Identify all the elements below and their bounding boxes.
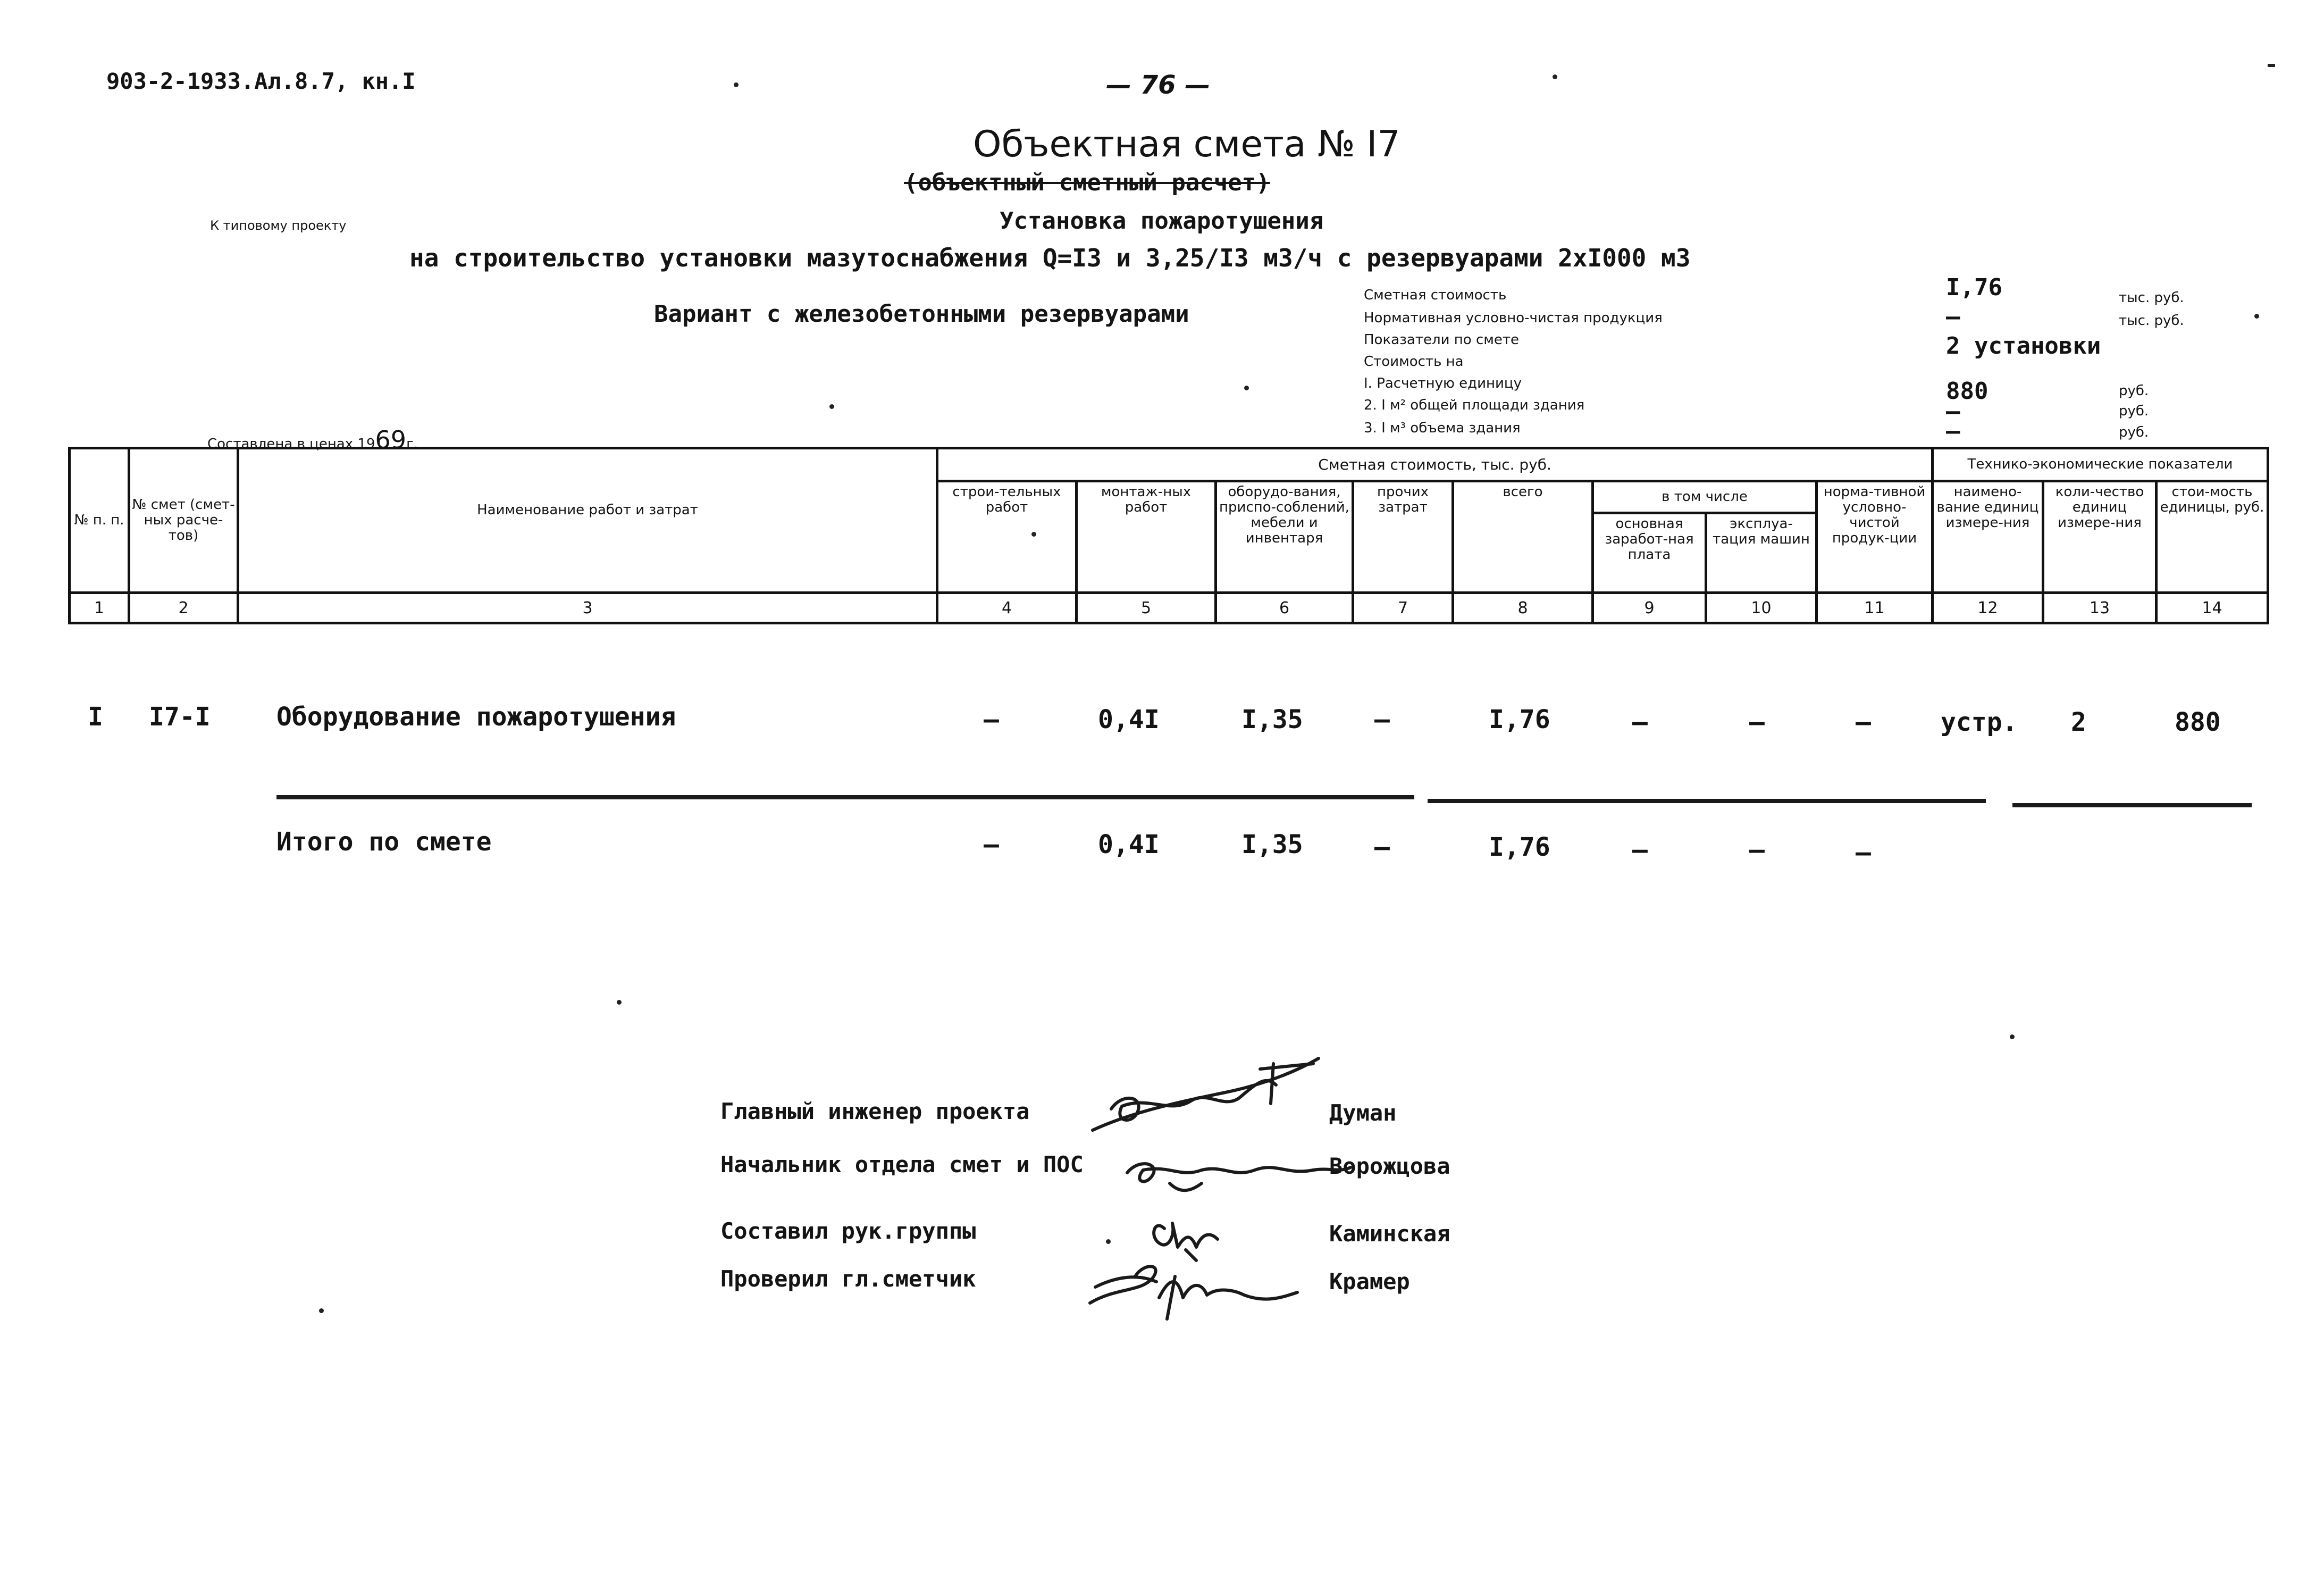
signature-role: Проверил гл.сметчик [720,1266,976,1292]
prices-suffix: г. [406,436,418,452]
totals-installation: 0,4I [1098,830,1160,859]
column-number: 11 [1817,593,1933,623]
per-unit-unit: руб. [2119,383,2149,399]
cost-per-label: Стоимость на [1364,354,1464,370]
header-quantity: коли-чество единиц измере-ния [2043,481,2157,593]
estimate-title: Объектная смета № I7 [973,123,1400,165]
estimate-title-subtitle: (объектный сметный расчет) [904,169,1270,196]
header-work-name: Наименование работ и затрат [238,448,937,593]
totals-construction: — [984,830,999,859]
row-normative: — [1856,707,1871,737]
per-volume-label: 3. I м³ объема здания [1364,420,1521,436]
signature-role: Главный инженер проекта [720,1098,1030,1124]
indicators-value: 2 установки [1946,332,2101,360]
normative-label: Нормативная условно-чистая продукция [1364,310,1663,326]
totals-other: — [1374,832,1390,862]
totals-equipment: I,35 [1241,830,1303,859]
totals-label: Итого по смете [276,827,492,857]
column-number: 14 [2157,593,2268,623]
normative-value: — [1946,303,1960,330]
document-code: 903-2-1933.Ал.8.7, кн.I [106,68,416,94]
column-number: 12 [1933,593,2043,623]
totals-machines: — [1749,835,1765,865]
per-area-label: 2. I м² общей площади здания [1364,397,1585,413]
estimated-cost-unit: тыс. руб. [2119,290,2184,306]
signature-vorozhtsova [1127,1164,1350,1190]
header-construction: строи-тельных работ [937,481,1077,593]
scan-speck [1031,532,1036,537]
header-unit-name: наимено-вание единиц измере-ния [1933,481,2043,593]
row-equipment: I,35 [1241,705,1303,734]
signature-duman [1093,1058,1319,1130]
per-volume-unit: руб. [2119,424,2149,440]
row-estimate-number: I7-I [149,702,211,732]
prices-year: 69 [375,425,407,454]
prices-label: Составлена в ценах 19 [207,436,375,452]
header-other: прочих затрат [1353,481,1453,593]
scan-speck [2268,64,2275,67]
column-number: 13 [2043,593,2157,623]
column-number: 6 [1216,593,1353,623]
header-including: в том числе [1593,481,1817,513]
header-unit-cost: стои-мость единицы, руб. [2157,481,2268,593]
header-tech-group: Технико-экономические показатели [1933,448,2268,481]
scan-speck [2010,1034,2015,1039]
per-area-unit: руб. [2119,403,2149,419]
scan-speck [617,1000,622,1005]
header-wages: основная заработ-ная плата [1593,513,1706,593]
header-installation: монтаж-ных работ [1077,481,1216,593]
signature-kaminskaya [1154,1223,1218,1260]
signature-name: Думан [1329,1100,1397,1126]
per-volume-value: — [1946,417,1960,445]
normative-unit: тыс. руб. [2119,313,2184,329]
scan-speck [319,1308,324,1313]
totals-total: I,76 [1489,832,1550,862]
signature-name: Каминская [1329,1221,1450,1247]
to-project-label: К типовому проекту [210,218,347,233]
row-total: I,76 [1489,705,1550,734]
column-number: 7 [1353,593,1453,623]
per-unit-label: I. Расчетную единицу [1364,375,1522,391]
header-estimate-number: № смет (смет-ных расче-тов) [129,448,238,593]
signature-role: Начальник отдела смет и ПОС [720,1151,1084,1178]
header-cost-group: Сметная стоимость, тыс. руб. [937,448,1933,481]
signature-kramer [1090,1266,1297,1319]
row-other: — [1374,705,1390,734]
variant-label: Вариант с железобетонными резервуарами [654,300,1189,328]
signature-name: Ворожцова [1329,1153,1450,1179]
column-number: 2 [129,593,238,623]
row-wages: — [1632,707,1648,737]
row-unit-name: устр. [1941,707,2018,737]
row-installation: 0,4I [1098,705,1160,734]
totals-normative: — [1856,838,1871,867]
per-unit-value: 880 [1946,378,1989,405]
page-number: — 76 — [1106,70,1211,100]
header-machines: эксплуа-тация машин [1706,513,1817,593]
scan-speck [829,404,834,409]
scan-speck [734,82,739,87]
row-number: I [88,702,103,732]
column-number: 3 [238,593,937,623]
scan-speck [2254,314,2259,319]
header-row-number: № п. п. [70,448,129,593]
row-machines: — [1749,707,1765,737]
totals-wages: — [1632,835,1648,865]
signature-name: Крамер [1329,1268,1410,1295]
column-number: 5 [1077,593,1216,623]
signature-role: Составил рук.группы [720,1218,976,1244]
row-quantity: 2 [2071,707,2086,737]
object-name: Установка пожаротушения [1000,207,1324,235]
row-work-name: Оборудование пожаротушения [276,702,676,732]
estimated-cost-value: I,76 [1946,274,2002,301]
scan-speck [1106,1239,1111,1244]
row-construction: — [984,705,999,734]
header-total: всего [1453,481,1593,593]
object-description: на строительство установки мазутоснабжения Q=I3 и 3,25/I3 м3/ч с резервуарами 2хI000 м3 [409,244,1691,272]
estimated-cost-label: Сметная стоимость [1364,287,1507,303]
scan-speck [1553,74,1557,79]
indicators-label: Показатели по смете [1364,332,1519,348]
column-number: 4 [937,593,1077,623]
header-equipment: оборудо-вания, приспо-соблений, мебели и инвентаря [1216,481,1353,593]
scan-speck [1244,386,1249,390]
column-number: 1 [70,593,129,623]
row-unit-cost: 880 [2175,707,2221,737]
header-normative: норма-тивной условно-чистой продук-ции [1817,481,1933,593]
per-area-value: — [1946,398,1960,425]
column-number: 9 [1593,593,1706,623]
column-number: 8 [1453,593,1593,623]
column-number: 10 [1706,593,1817,623]
